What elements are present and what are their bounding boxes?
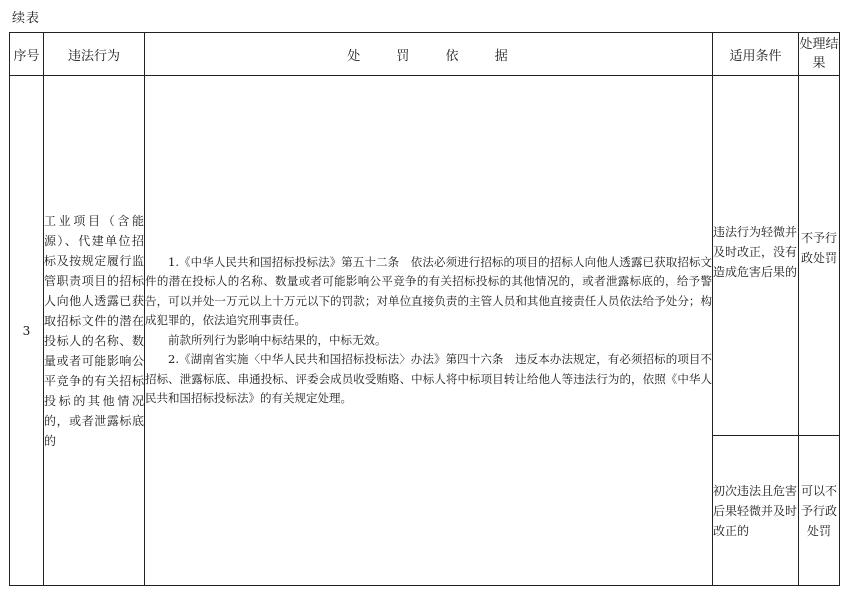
cell-condition xyxy=(713,436,799,586)
cell-seq: 3 xyxy=(10,76,44,586)
cell-result xyxy=(799,76,840,436)
condition-text: 违法行为轻微并及时改正，没有造成危害后果的 xyxy=(713,225,798,279)
table-caption: 续表 xyxy=(12,11,41,26)
penalty-table xyxy=(9,32,840,586)
result-text: 不予行政处罚 xyxy=(800,231,837,265)
header-seq: 序号 xyxy=(10,33,44,76)
cell-result xyxy=(799,436,840,586)
header-basis-label: 处 罚 依 据 xyxy=(347,48,510,64)
header-act: 违法行为 xyxy=(44,33,145,76)
cell-act: 工业项目（含能源）、代建单位招标及按规定履行监管职责项目的招标人向他人透露已获取招标文件的潜在投标人的名称、数量或者可能影响公平竞争的有关招标投标的其他情况的，或者泄露标底的 xyxy=(44,76,145,586)
basis-paragraph: 2.《湖南省实施〈中华人民共和国招标投标法〉办法》第四十六条 违反本办法规定，有必须招标的项目不招标、泄露标底、串通投标、评委会成员收受贿赂、中标人将中标项目转让给他人等违法行为的，依照《中华人民共和国招标投标法》的有关规定处理。 xyxy=(145,352,712,405)
result-text: 可以不予行政处罚 xyxy=(800,483,837,538)
basis-paragraph: 前款所列行为影响中标结果的，中标无效。 xyxy=(168,332,387,347)
basis-paragraph: 1.《中华人民共和国招标投标法》第五十二条 依法必须进行招标的项目的招标人向他人透露已获取招标文件的潜在投标人的名称、数量或者可能影响公平竞争的有关招标投标的其他情况的，或者泄露标底的，给予警告，可以并处一万元以上十万元以下的罚款；对单位直接负责的主管人员和其他直接责任人员依法给予处分；构成犯罪的，依法追究刑事责任。 xyxy=(145,254,712,327)
cell-condition xyxy=(713,76,799,436)
header-row xyxy=(10,33,840,76)
header-condition: 适用条件 xyxy=(713,33,799,76)
condition-text: 初次违法且危害后果轻微并及时改正的 xyxy=(713,483,798,538)
header-basis xyxy=(145,33,713,76)
header-result: 处理结果 xyxy=(799,33,840,76)
table-row xyxy=(10,76,840,436)
cell-basis xyxy=(145,76,713,586)
